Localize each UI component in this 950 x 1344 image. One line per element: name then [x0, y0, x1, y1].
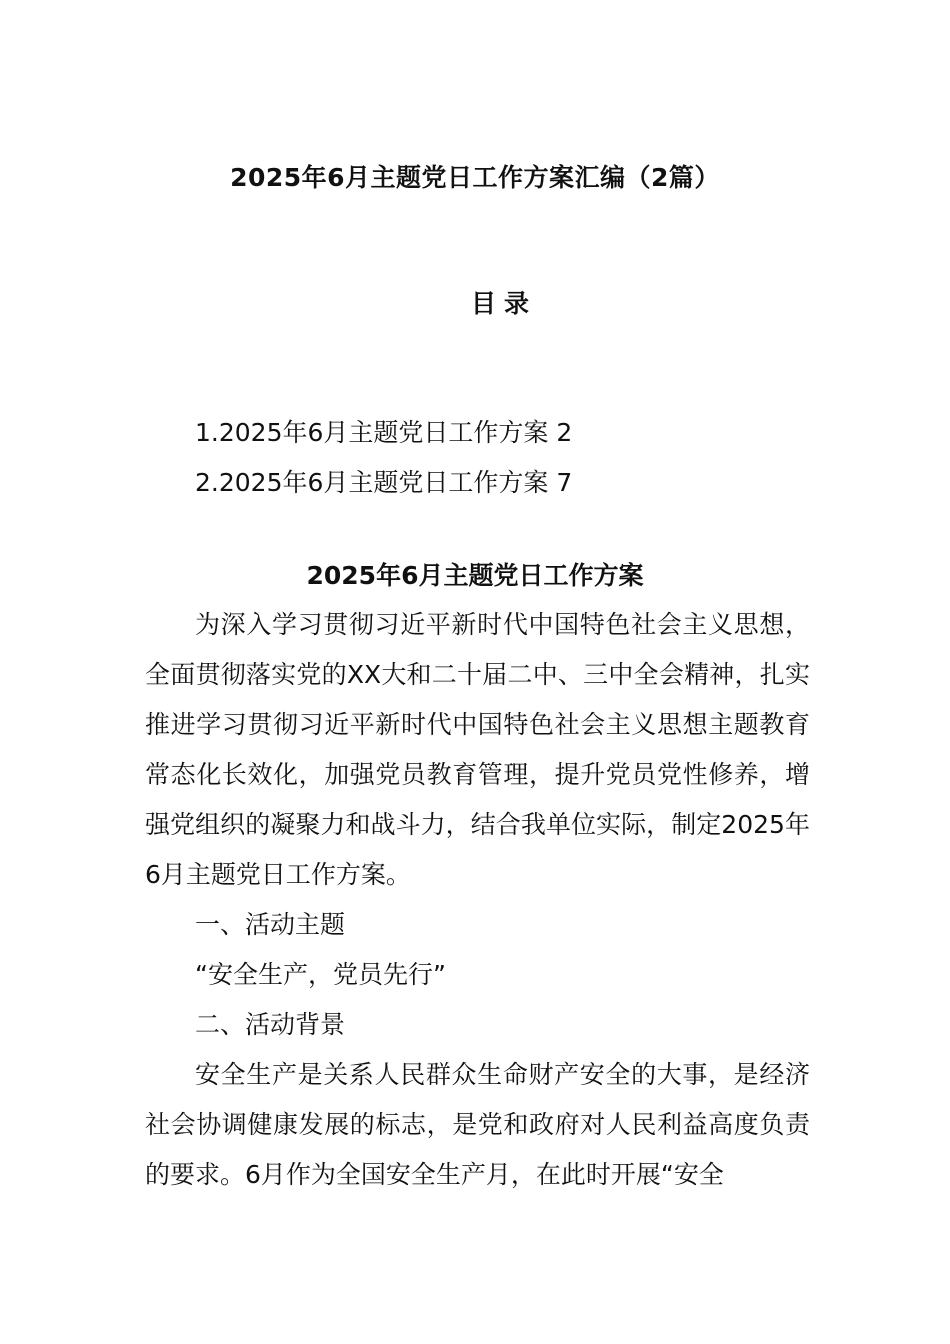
toc-heading-char: 录 [504, 289, 530, 318]
table-of-contents [195, 408, 795, 508]
toc-heading [0, 286, 950, 322]
paragraph-intro: 为深入学习贯彻习近平新时代中国特色社会主义思想，全面贯彻落实党的XX大和二十届二中、三中全会精神，扎实推进学习贯彻习近平新时代中国特色社会主义思想主题教育常态化长效化，加强党员教育管理，提升党员党性修养，增强党组织的凝聚力和战斗力，结合我单位实际，制定2025年6月主题党日工作方案。 [145, 610, 810, 889]
paragraph-background: 安全生产是关系人民群众生命财产安全的大事，是经济社会协调健康发展的标志，是党和政府对人民利益高度负责的要求。6月作为全国安全生产月，在此时开展“安全 [145, 1060, 810, 1189]
heading-activity-background: 二、活动背景 [195, 1010, 346, 1039]
activity-theme-quote: “安全生产，党员先行” [195, 960, 446, 989]
section-body [145, 600, 810, 1200]
heading-activity-theme: 一、活动主题 [195, 910, 346, 939]
toc-heading-char: 目 [470, 289, 496, 318]
document-title: 2025年6月主题党日工作方案汇编（2篇） [230, 163, 720, 192]
toc-item[interactable]: 1.2025年6月主题党日工作方案 2 [195, 418, 573, 447]
section-title: 2025年6月主题党日工作方案 [306, 561, 644, 590]
toc-item[interactable]: 2.2025年6月主题党日工作方案 7 [195, 468, 573, 497]
